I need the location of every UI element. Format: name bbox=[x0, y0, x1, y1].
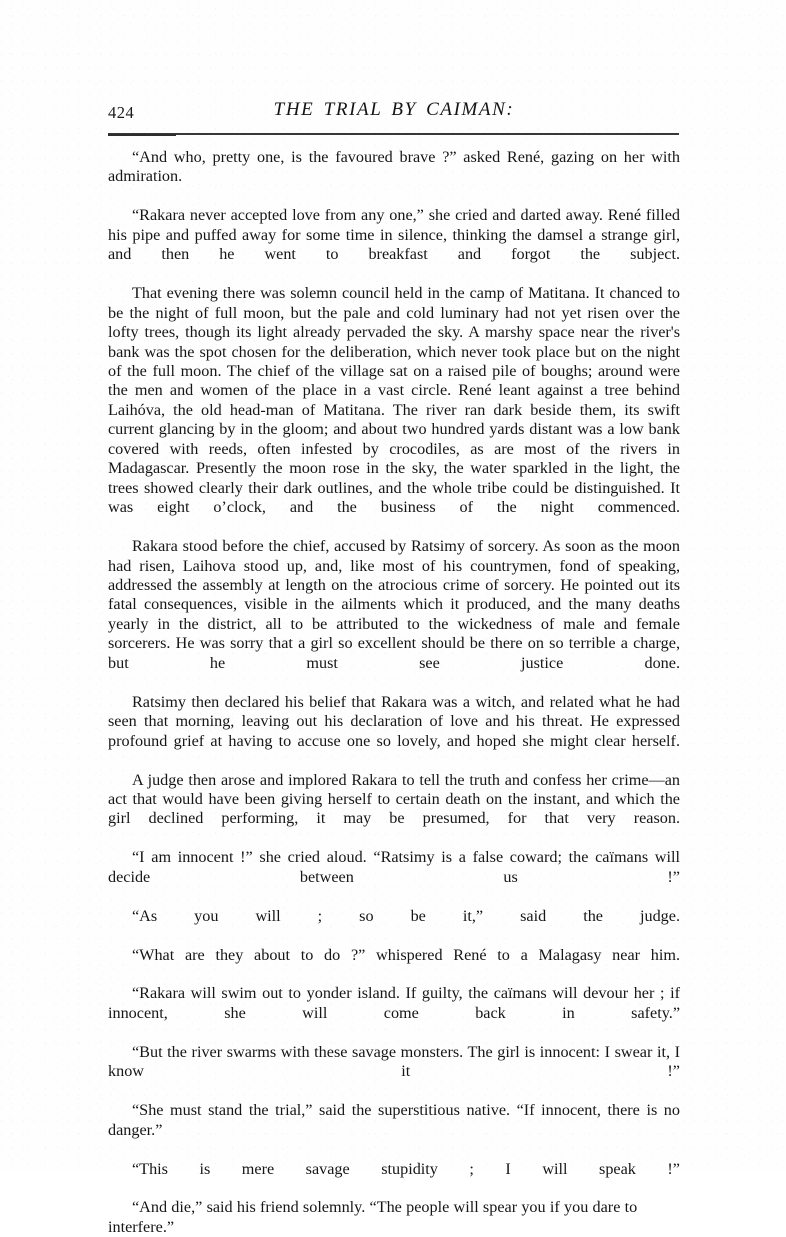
paragraph: That evening there was solemn council held in the camp of Matitana. It chanced to be the night of full moon, but the pale and cold luminary had not yet risen over the lofty trees, though its light already pervaded the sky. A marshy space near the river's bank was the spot chosen for the deliberation, which never took place but on the night of the full moon. The chief of the village sat on a raised pile of boughs; around were the men and women of the place in a vast circle. René leant against a tree behind Laihóva, the old head-man of Matitana. The river ran dark beside them, its swift current glancing by in the gloom; and about two hundred yards distant was a low bank covered with reeds, often infested by crocodiles, as are most of the rivers in Madagascar. Presently the moon rose in the sky, the water sparkled in the light, the trees showed clearly their dark outlines, and the whole tribe could be distinguished. It was eight o’clock, and the business of the night commenced. bbox=[108, 284, 680, 517]
running-title: THE TRIAL BY CAIMAN: bbox=[273, 99, 515, 120]
paragraph: “What are they about to do ?” whispered René to a Malagasy near him. bbox=[132, 945, 680, 964]
paragraph: “I am innocent !” she cried aloud. “Ratsimy is a false coward; the caïmans will decide between us !” bbox=[108, 848, 680, 886]
running-head bbox=[108, 99, 680, 125]
paragraph: “But the river swarms with these savage monsters. The girl is innocent: I swear it, I know it !” bbox=[108, 1042, 680, 1081]
paragraph: “As you will ; so be it,” said the judge. bbox=[132, 906, 680, 925]
body-text bbox=[108, 148, 680, 1237]
paragraph: “This is mere savage stupidity ; I will speak !” bbox=[132, 1159, 680, 1178]
paragraph: Rakara stood before the chief, accused by Ratsimy of sorcery. As soon as the moon had risen, Laihova stood up, and, like most of his countrymen, fond of speaking, addressed the assembly at length on the atrocious crime of sorcery. He pointed out its fatal consequences, visible in the ailments which it produced, and the many deaths yearly in the district, all to be attributed to the wickedness of male and female sorcerers. He was sorry that a girl so excellent should be there on so terrible a charge, but he must see justice done. bbox=[108, 537, 680, 672]
paragraph: “Rakara never accepted love from any one,” she cried and darted away. René filled his pipe and puffed away for some time in silence, thinking the damsel a strange girl, and then he went to breakfast and forgot the subject. bbox=[108, 206, 680, 264]
paragraph: “And die,” said his friend solemnly. “The people will spear you if you dare to interfere.” bbox=[108, 1198, 638, 1236]
page-number: 424 bbox=[108, 103, 135, 122]
paragraph: A judge then arose and implored Rakara to tell the truth and confess her crime—an act that would have been giving herself to certain death on the instant, and which the girl declined performing, it may be presumed, for that very reason. bbox=[108, 770, 680, 828]
paragraph: “And who, pretty one, is the favoured brave ?” asked René, gazing on her with admiration. bbox=[108, 148, 680, 186]
paragraph: “Rakara will swim out to yonder island. If guilty, the caïmans will devour her ; if innocent, she will come back in safety.” bbox=[108, 984, 680, 1022]
header-rule bbox=[108, 133, 679, 135]
paragraph: Ratsimy then declared his belief that Rakara was a witch, and related what he had seen that morning, leaving out his declaration of love and his threat. He expressed profound grief at having to accuse one so lovely, and hoped she might clear herself. bbox=[108, 692, 680, 750]
paragraph: “She must stand the trial,” said the superstitious native. “If innocent, there is no danger.” bbox=[108, 1101, 680, 1139]
